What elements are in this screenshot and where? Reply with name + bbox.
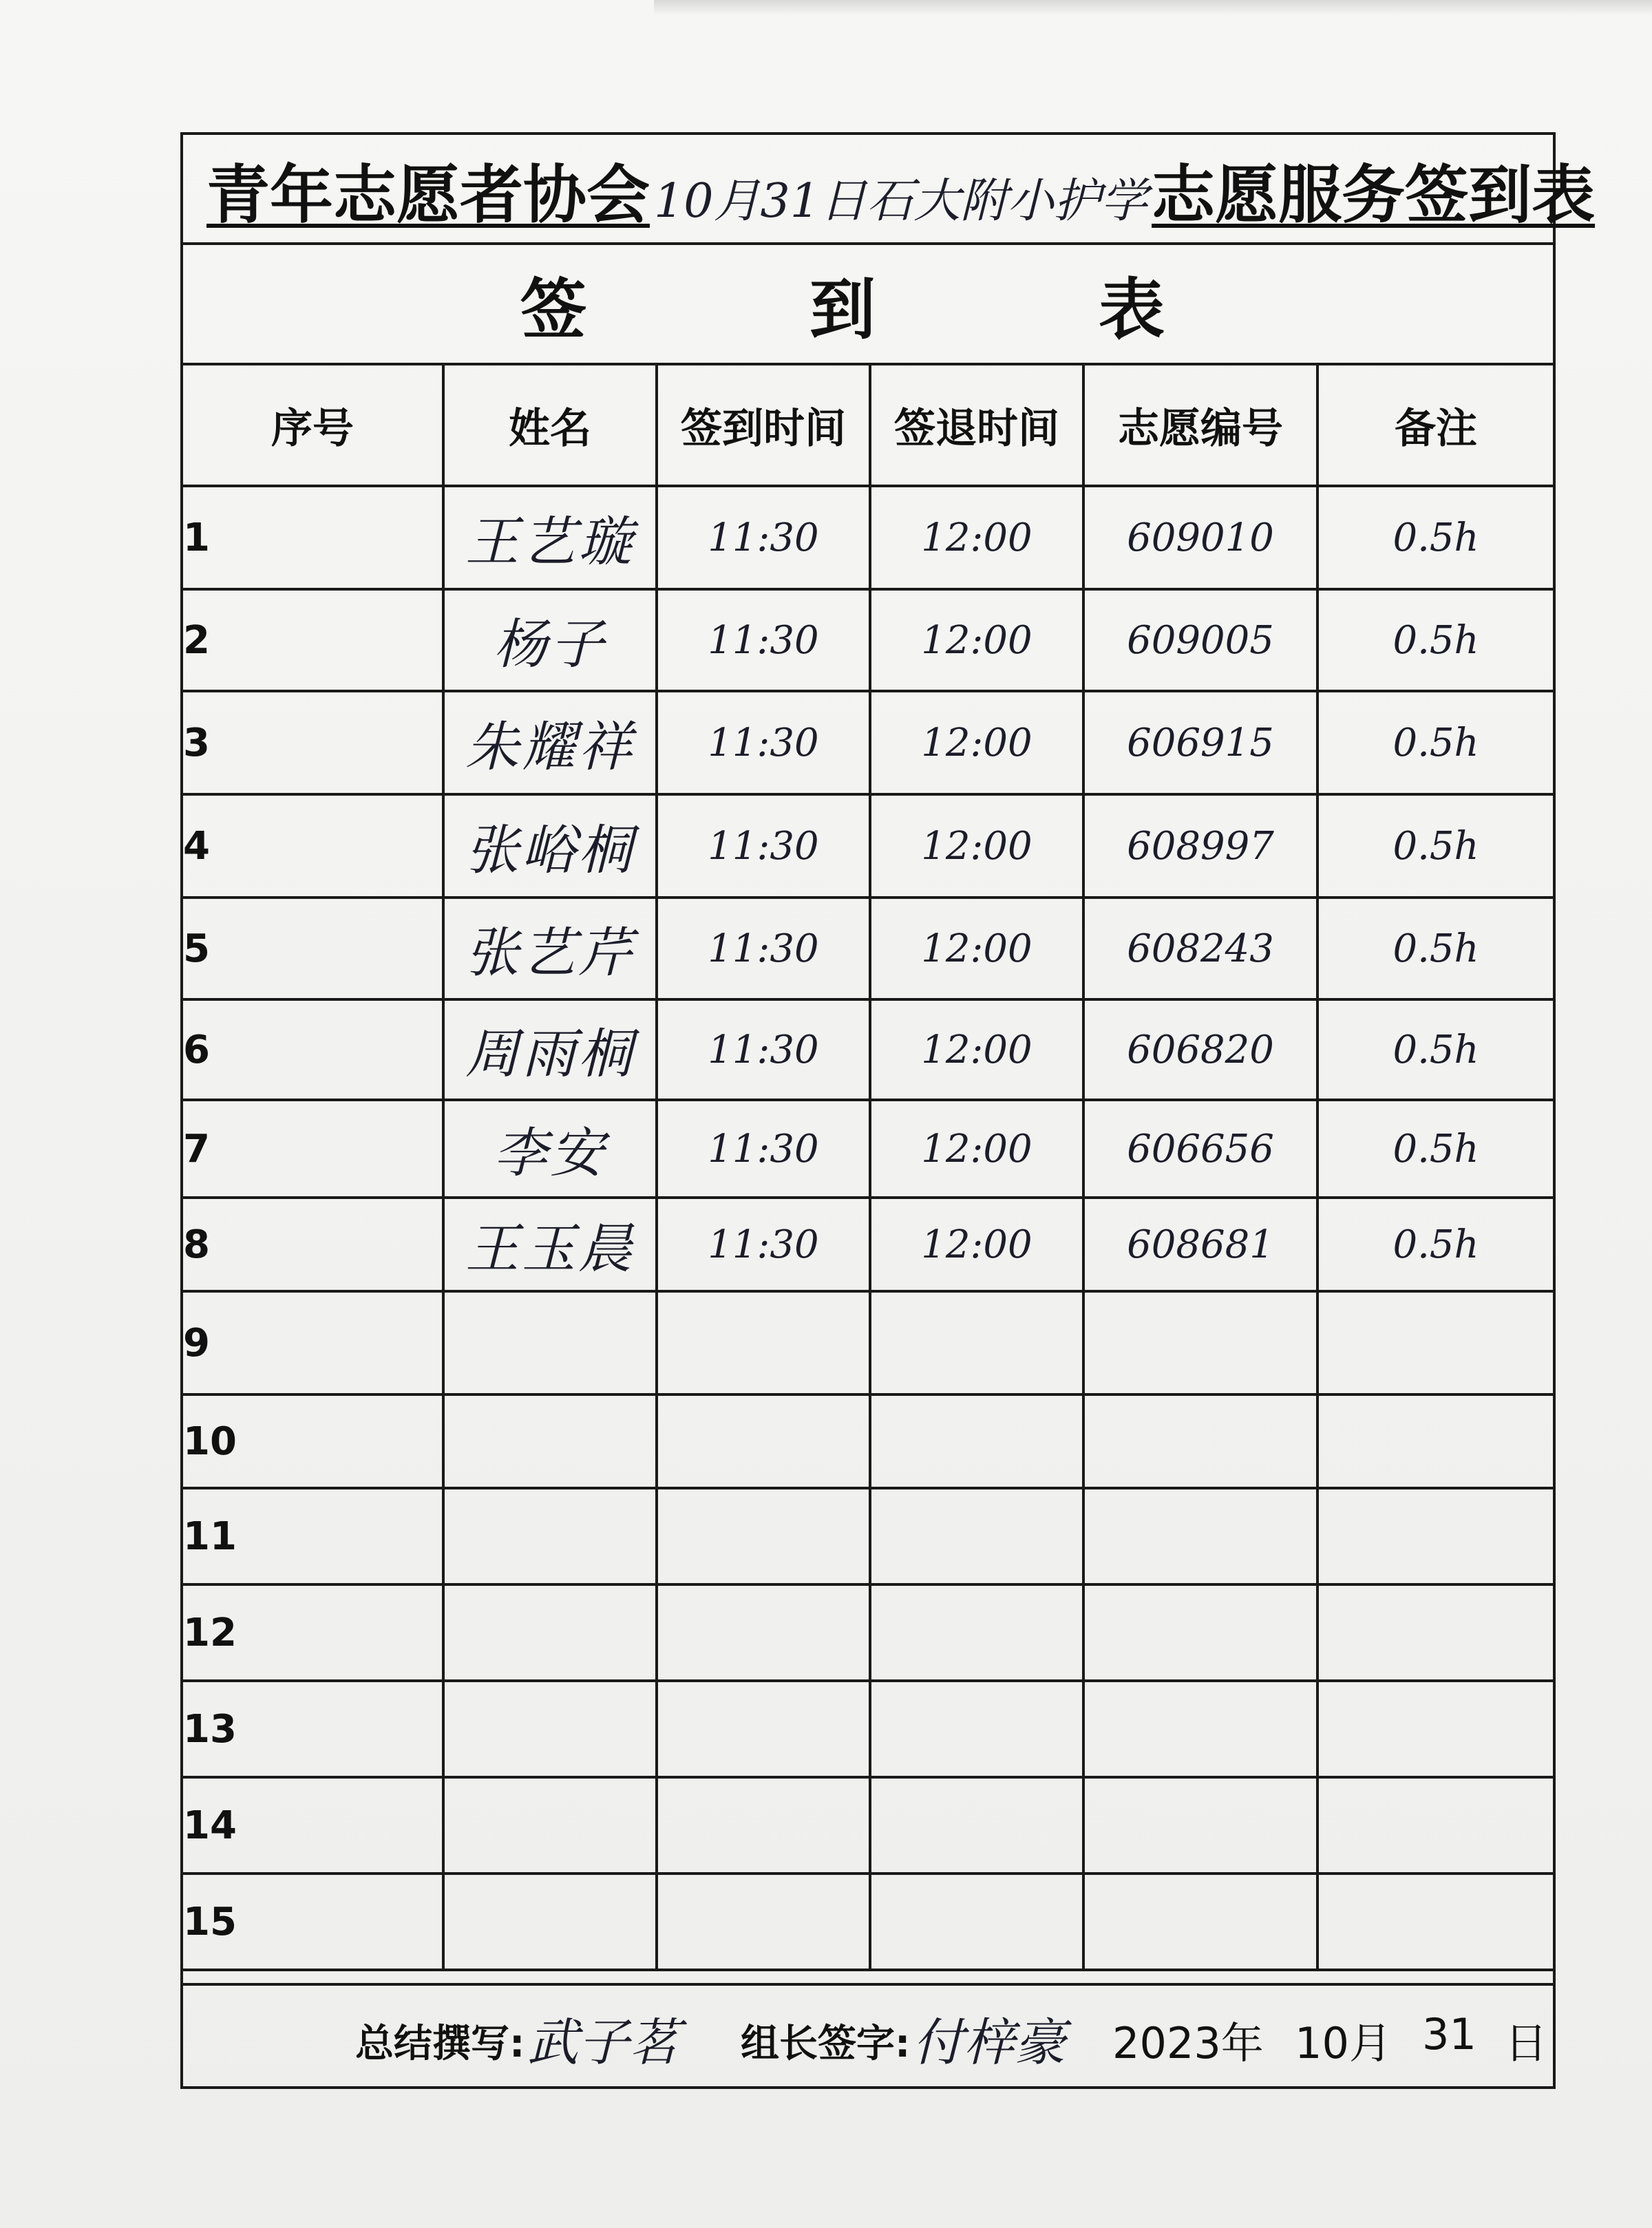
row-checkin-time: 11:30 — [657, 691, 870, 794]
row-checkin-time: 11:30 — [657, 794, 870, 898]
row-index: 6 — [183, 999, 443, 1100]
row-note: 0.5h — [1317, 898, 1553, 999]
row-name: 王玉晨 — [443, 1198, 657, 1291]
table-row — [183, 794, 1553, 898]
row-checkin-time — [657, 1584, 870, 1681]
row-index: 11 — [183, 1488, 443, 1584]
signin-form-frame — [180, 132, 1596, 2089]
table-row — [183, 1681, 1553, 1777]
row-name — [443, 1681, 657, 1777]
row-name — [443, 1488, 657, 1584]
row-checkout-time: 12:00 — [870, 898, 1083, 999]
row-checkin-time — [657, 1394, 870, 1488]
leader-label: 组长签字: — [741, 2022, 911, 2066]
table-row — [183, 1100, 1553, 1198]
row-name: 周雨桐 — [443, 999, 657, 1100]
table-row — [183, 999, 1553, 1100]
row-note: 0.5h — [1317, 1198, 1553, 1291]
row-checkin-time: 11:30 — [657, 898, 870, 999]
col-header-checkout: 签退时间 — [870, 365, 1083, 486]
row-checkin-time: 11:30 — [657, 1100, 870, 1198]
date-month: 10月 — [1295, 2018, 1392, 2068]
col-header-volunteer-id: 志愿编号 — [1083, 365, 1317, 486]
date-day-unit: 日 — [1505, 2018, 1548, 2068]
page-top-shadow — [654, 0, 1652, 15]
col-header-index: 序号 — [183, 365, 443, 486]
row-checkin-time — [657, 1874, 870, 1970]
row-checkout-time — [870, 1291, 1083, 1394]
subtitle-row — [183, 245, 1553, 365]
row-note: 0.5h — [1317, 999, 1553, 1100]
row-index: 14 — [183, 1777, 443, 1874]
row-name: 杨子 — [443, 589, 657, 691]
row-checkin-time — [657, 1488, 870, 1584]
row-checkout-time: 12:00 — [870, 589, 1083, 691]
title-row — [183, 135, 1596, 245]
row-name — [443, 1394, 657, 1488]
row-index: 13 — [183, 1681, 443, 1777]
row-note — [1317, 1584, 1553, 1681]
row-index: 9 — [183, 1291, 443, 1394]
title-event-handwritten: 10月31日石大附小护学 — [654, 174, 1148, 229]
row-volunteer-id: 608997 — [1083, 794, 1317, 898]
row-checkout-time: 12:00 — [870, 999, 1083, 1100]
row-note — [1317, 1874, 1553, 1970]
leader-signature: 付梓豪 — [913, 2013, 1066, 2072]
title-org: 青年志愿者协会 — [206, 158, 650, 232]
row-volunteer-id: 608243 — [1083, 898, 1317, 999]
row-checkin-time: 11:30 — [657, 589, 870, 691]
row-checkout-time — [870, 1584, 1083, 1681]
col-header-note: 备注 — [1317, 365, 1553, 486]
row-checkin-time: 11:30 — [657, 999, 870, 1100]
table-row — [183, 898, 1553, 999]
row-index: 2 — [183, 589, 443, 691]
row-name — [443, 1874, 657, 1970]
row-checkout-time: 12:00 — [870, 1198, 1083, 1291]
summary-signature: 武子茗 — [527, 2013, 680, 2072]
row-checkout-time — [870, 1777, 1083, 1874]
row-checkin-time: 11:30 — [657, 486, 870, 589]
table-row — [183, 1584, 1553, 1681]
table-row — [183, 1198, 1553, 1291]
row-volunteer-id — [1083, 1488, 1317, 1584]
row-volunteer-id — [1083, 1874, 1317, 1970]
table-row — [183, 589, 1553, 691]
row-volunteer-id: 609005 — [1083, 589, 1317, 691]
table-row — [183, 1394, 1553, 1488]
row-note: 0.5h — [1317, 794, 1553, 898]
row-checkout-time: 12:00 — [870, 691, 1083, 794]
row-volunteer-id — [1083, 1777, 1317, 1874]
row-name — [443, 1584, 657, 1681]
row-note — [1317, 1291, 1553, 1394]
title-suffix: 志愿服务签到表 — [1152, 158, 1596, 232]
row-note: 0.5h — [1317, 589, 1553, 691]
row-volunteer-id: 606915 — [1083, 691, 1317, 794]
form-footer — [183, 1983, 1553, 2086]
subtitle-char-2: 到 — [809, 271, 876, 348]
row-index: 4 — [183, 794, 443, 898]
row-note — [1317, 1394, 1553, 1488]
summary-label: 总结撰写: — [355, 2022, 525, 2066]
table-header-row — [183, 365, 1553, 486]
row-name: 张艺芹 — [443, 898, 657, 999]
date-day: 31 — [1422, 2009, 1476, 2059]
row-note: 0.5h — [1317, 486, 1553, 589]
row-name: 朱耀祥 — [443, 691, 657, 794]
row-checkout-time — [870, 1874, 1083, 1970]
row-checkout-time — [870, 1488, 1083, 1584]
form-title — [206, 145, 1595, 235]
row-index: 1 — [183, 486, 443, 589]
row-checkin-time — [657, 1777, 870, 1874]
row-note — [1317, 1488, 1553, 1584]
table-row — [183, 1488, 1553, 1584]
row-volunteer-id — [1083, 1394, 1317, 1488]
row-name — [443, 1777, 657, 1874]
row-index: 8 — [183, 1198, 443, 1291]
row-note — [1317, 1777, 1553, 1874]
row-volunteer-id — [1083, 1291, 1317, 1394]
row-checkout-time: 12:00 — [870, 486, 1083, 589]
table-row — [183, 486, 1553, 589]
row-volunteer-id — [1083, 1584, 1317, 1681]
row-volunteer-id: 606820 — [1083, 999, 1317, 1100]
row-checkin-time: 11:30 — [657, 1198, 870, 1291]
col-header-checkin: 签到时间 — [657, 365, 870, 486]
row-index: 5 — [183, 898, 443, 999]
row-checkout-time — [870, 1394, 1083, 1488]
row-volunteer-id — [1083, 1681, 1317, 1777]
row-name: 李安 — [443, 1100, 657, 1198]
row-index: 3 — [183, 691, 443, 794]
row-index: 15 — [183, 1874, 443, 1970]
row-checkout-time: 12:00 — [870, 1100, 1083, 1198]
row-name — [443, 1291, 657, 1394]
signin-table — [183, 365, 1553, 1971]
row-note — [1317, 1681, 1553, 1777]
row-note: 0.5h — [1317, 691, 1553, 794]
col-header-name: 姓名 — [443, 365, 657, 486]
table-row — [183, 1777, 1553, 1874]
subtitle-char-1: 签 — [520, 271, 586, 348]
row-index: 7 — [183, 1100, 443, 1198]
row-checkout-time — [870, 1681, 1083, 1777]
row-name: 王艺璇 — [443, 486, 657, 589]
table-row — [183, 691, 1553, 794]
table-row — [183, 1291, 1553, 1394]
subtitle-char-3: 表 — [1099, 271, 1165, 348]
row-volunteer-id: 608681 — [1083, 1198, 1317, 1291]
row-checkout-time: 12:00 — [870, 794, 1083, 898]
table-row — [183, 1874, 1553, 1970]
row-index: 12 — [183, 1584, 443, 1681]
row-name: 张峪桐 — [443, 794, 657, 898]
row-checkin-time — [657, 1291, 870, 1394]
row-volunteer-id: 606656 — [1083, 1100, 1317, 1198]
row-index: 10 — [183, 1394, 443, 1488]
row-volunteer-id: 609010 — [1083, 486, 1317, 589]
row-note: 0.5h — [1317, 1100, 1553, 1198]
date-year: 2023年 — [1112, 2018, 1264, 2068]
row-checkin-time — [657, 1681, 870, 1777]
